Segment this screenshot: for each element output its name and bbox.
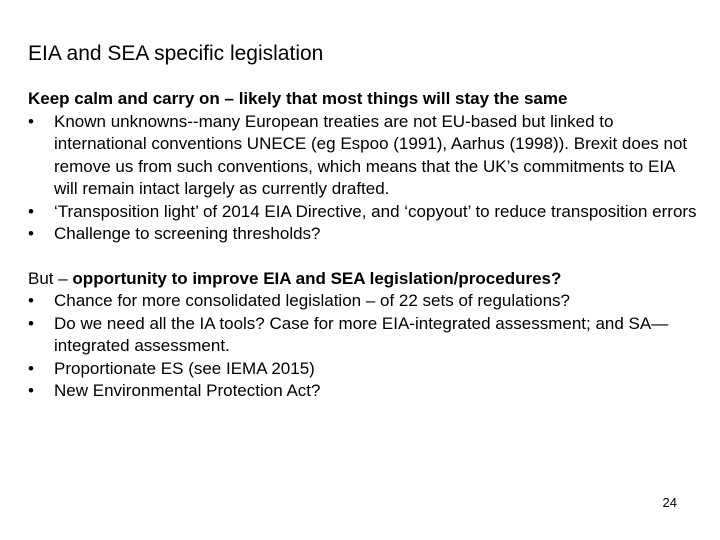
slide-body [28,88,700,403]
bullet-text: Challenge to screening thresholds? [54,224,321,243]
list-item [28,290,700,313]
bullet-icon: • [28,381,34,400]
bullet-icon: • [28,111,34,131]
bullet-text: Proportionate ES (see IEMA 2015) [54,358,315,378]
bullet-icon: • [28,291,34,310]
list-item [28,201,700,224]
bullet-icon: • [28,201,34,221]
list-item [28,380,700,403]
list-item [28,313,700,358]
bullet-text: Do we need all the IA tools? Case for more EIA-integrated assessment; and SA—integrated assessment. [54,313,669,355]
section-2-heading-prefix: But – [28,268,73,288]
bullet-text: Known unknowns--many European treaties are not EU-based but linked to international conventions UNECE (eg Espoo (1991), Aarhus (1998)). Brexit does not remove us from such conventions, which means that the UK’s commitments to EIA will remain intact largely as currently drafted. [54,111,688,198]
bullet-icon: • [28,224,34,243]
list-item [28,111,700,201]
section-1-heading-text: Keep calm and carry on – likely that most things will stay the same [28,89,568,108]
section-1-heading [28,88,700,111]
list-item [28,358,700,381]
bullet-text: New Environmental Protection Act? [54,381,321,400]
section-2-bullet-list [28,290,700,403]
section-2-heading-bold: opportunity to improve EIA and SEA legislation/procedures? [72,268,562,288]
bullet-text: ‘Transposition light’ of 2014 EIA Directive, and ‘copyout’ to reduce transposition errors [54,201,697,221]
slide-title: EIA and SEA specific legislation [28,42,324,65]
bullet-icon: • [28,313,34,333]
bullet-icon: • [28,358,34,378]
page-number: 24 [662,495,677,510]
section-2-heading [28,268,700,291]
section-spacer [28,246,700,268]
section-1-bullet-list [28,111,700,246]
bullet-text: Chance for more consolidated legislation – of 22 sets of regulations? [54,291,570,310]
list-item [28,223,700,246]
